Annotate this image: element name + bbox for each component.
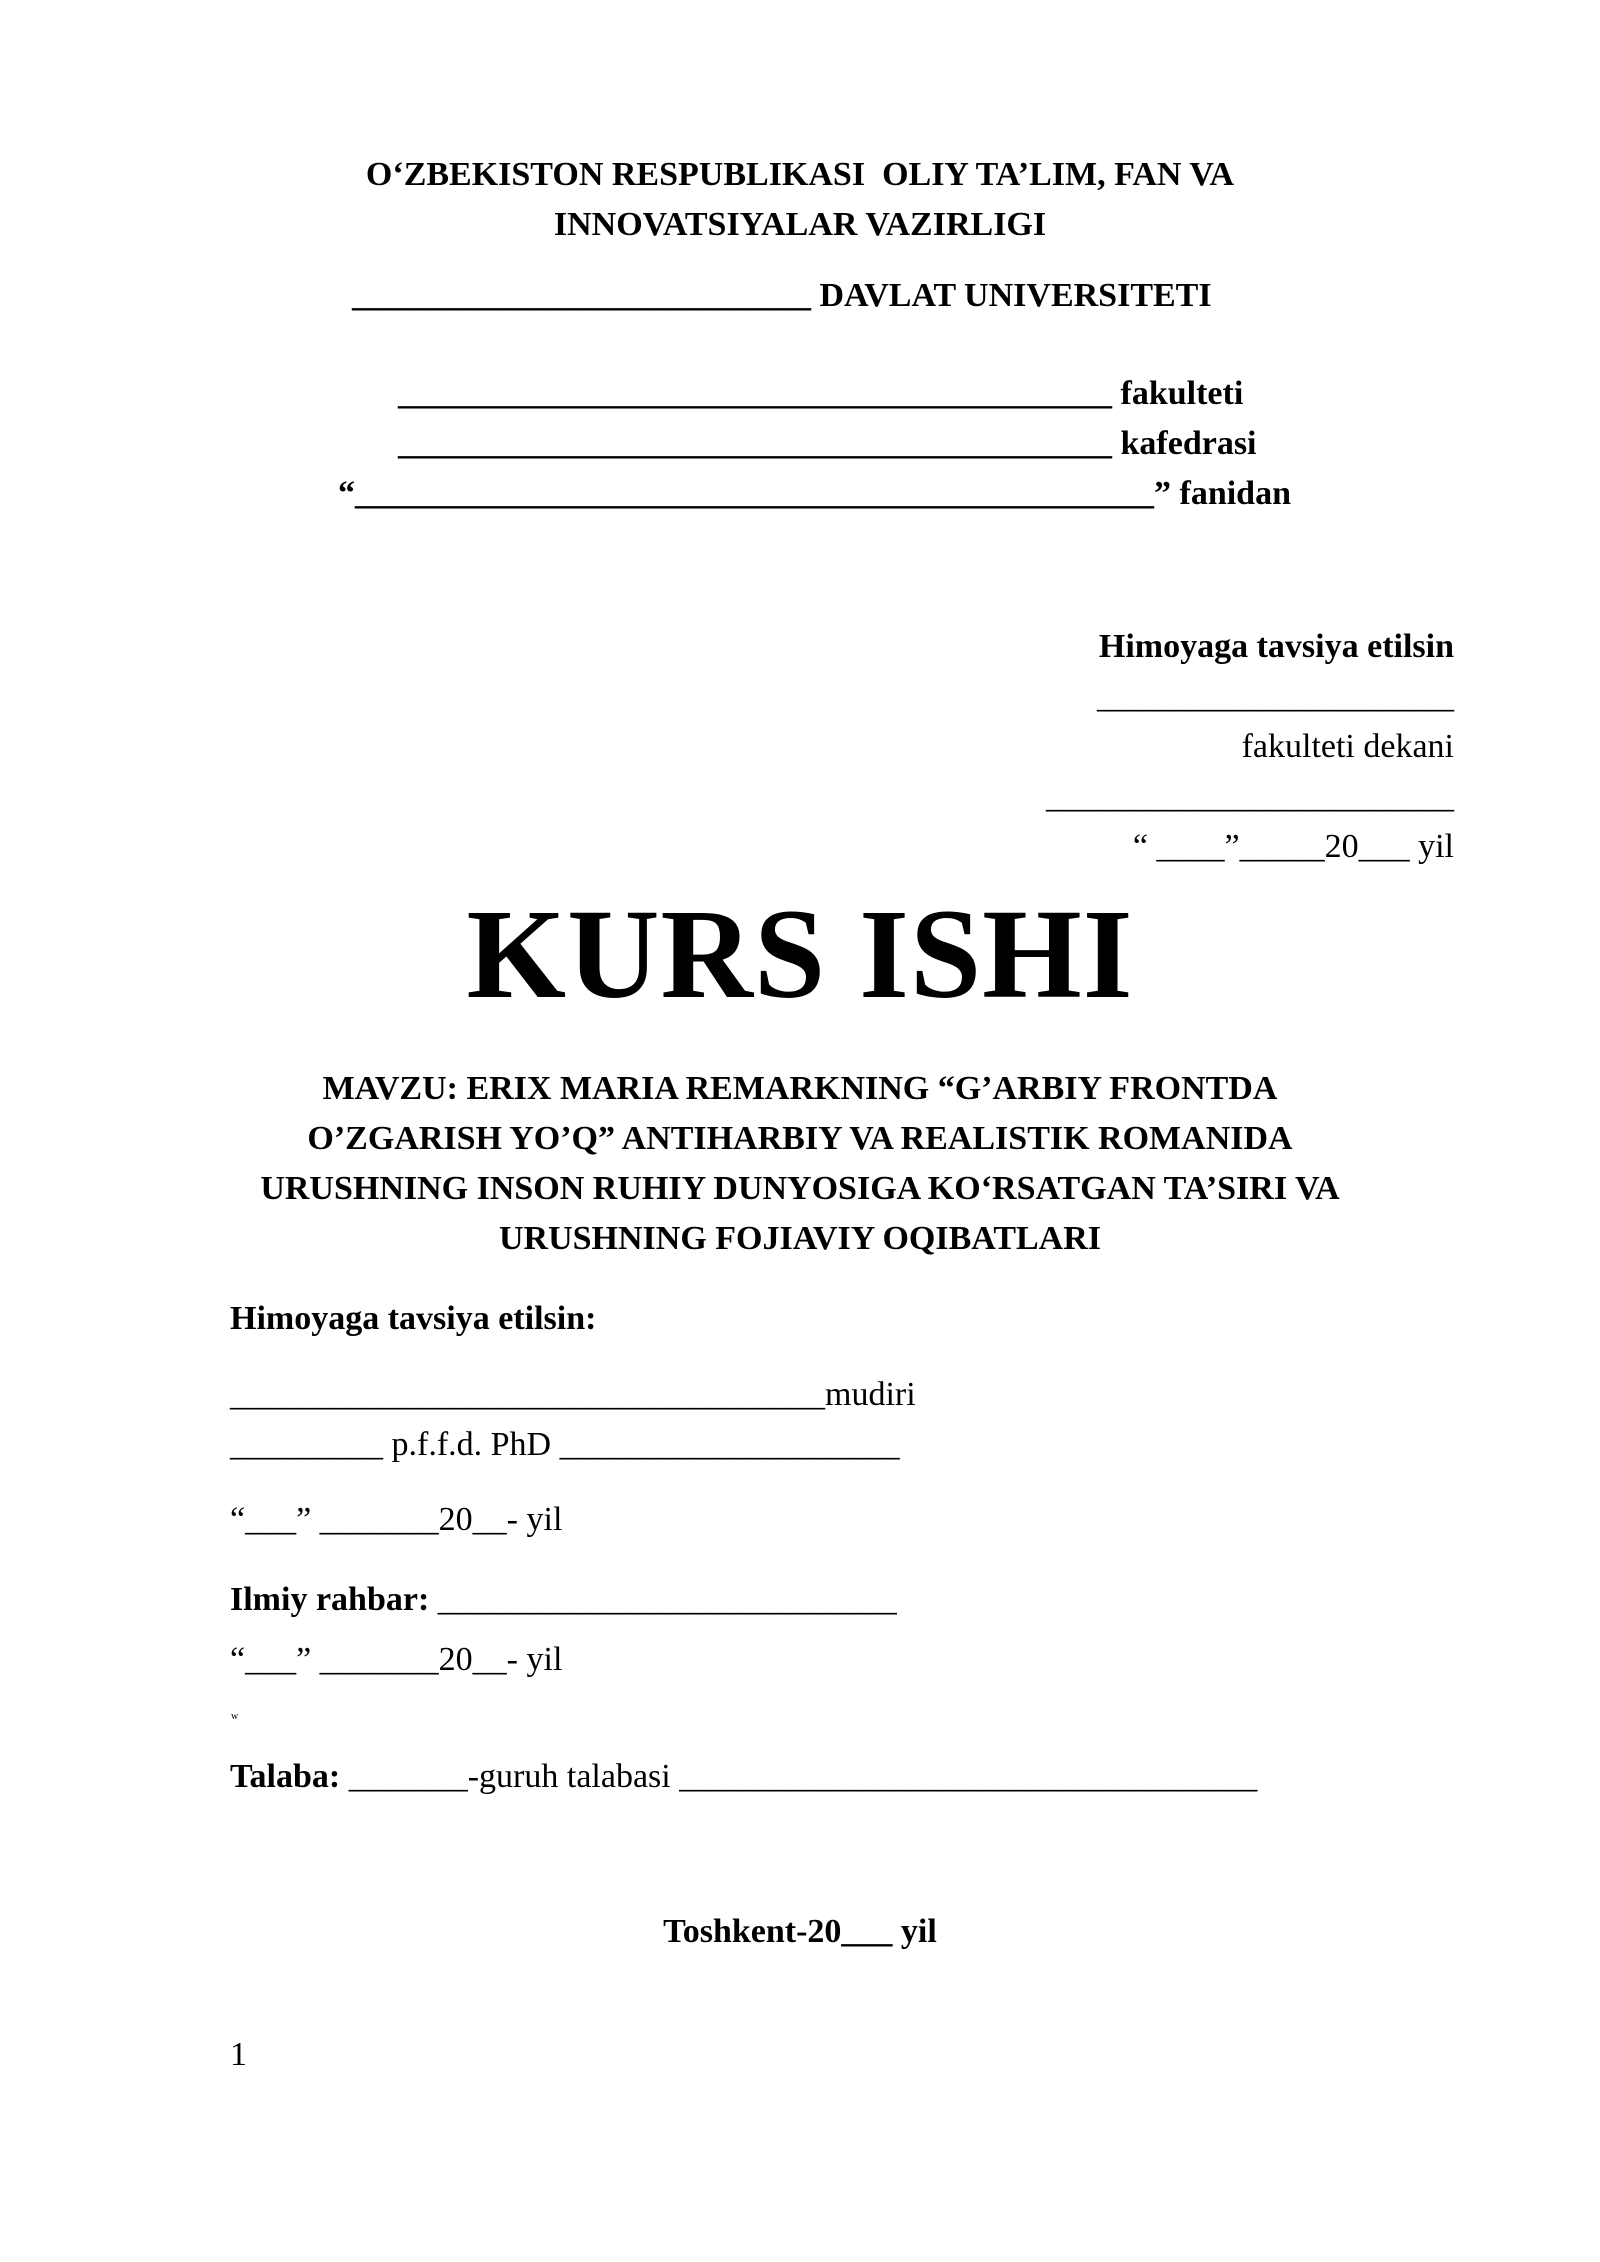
university-line: ___________________________ DAVLAT UNIVERSITETI (352, 277, 1212, 314)
dean-label: fakulteti dekani (1241, 728, 1454, 765)
approval-date: “ ____”_____20___ yil (1132, 828, 1454, 865)
ministry-line-1: O‘ZBEKISTON RESPUBLIKASI OLIY TA’LIM, FAN VA (365, 156, 1235, 193)
date-line-1: “___” _______20__- yil (230, 1501, 563, 1538)
supervisor-line (230, 1583, 897, 1617)
head-of-department-line: ___________________________________mudiri (230, 1376, 916, 1413)
document-title: KURS ISHI (466, 883, 1134, 1025)
student-line (230, 1760, 1257, 1794)
supervisor-blank: ___________________________ (429, 1581, 897, 1618)
department-line: __________________________________________ kafedrasi (398, 425, 1257, 462)
ministry-line-2: INNOVATSIYALAR VAZIRLIGI (553, 206, 1047, 243)
topic-line-1: MAVZU: ERIX MARIA REMARKNING “G’ARBIY FRONTDA (322, 1070, 1278, 1107)
approval-heading: Himoyaga tavsiya etilsin (1098, 628, 1454, 665)
approval-blank-1: _____________________ (1097, 678, 1454, 715)
topic-line-3: URUSHNING INSON RUHIY DUNYOSIGA KO‘RSATGAN TA’SIRI VA (260, 1170, 1340, 1207)
page-number: 1 (230, 2036, 247, 2073)
student-label: Talaba: (230, 1758, 341, 1795)
date-line-2: “___” _______20__- yil (230, 1641, 563, 1678)
supervisor-label: Ilmiy rahbar: (230, 1581, 430, 1618)
faculty-line: __________________________________________ fakulteti (398, 375, 1244, 412)
topic-line-2: O’ZGARISH YO’Q” ANTIHARBIY VA REALISTIK ROMANIDA (307, 1120, 1293, 1157)
stray-mark: w (231, 1711, 239, 1722)
student-group-line: _______-guruh talabasi __________________________________ (340, 1758, 1258, 1795)
degree-line: _________ p.f.f.d. PhD ____________________ (230, 1426, 900, 1463)
approval-blank-2: ________________________ (1046, 778, 1454, 815)
topic-line-4: URUSHNING FOJIAVIY OQIBATLARI (498, 1220, 1102, 1257)
subject-line: “_______________________________________________” fanidan (338, 475, 1291, 512)
approval-bottom-heading: Himoyaga tavsiya etilsin: (230, 1300, 597, 1337)
city-year: Toshkent-20___ yil (663, 1913, 937, 1950)
